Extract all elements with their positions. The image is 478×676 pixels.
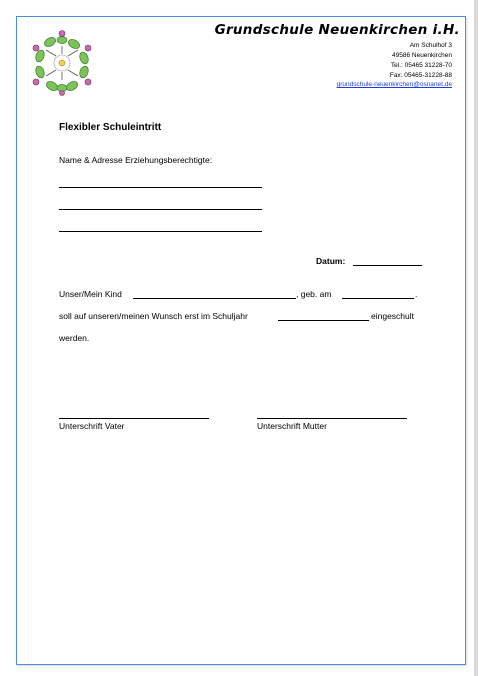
child-name-label: Unser/Mein Kind bbox=[59, 289, 122, 299]
closing-text: werden. bbox=[59, 333, 90, 343]
phone-number: Tel.: 05465 31228-70 bbox=[390, 62, 452, 69]
guardian-label: Name & Adresse Erziehungsberechtigte: bbox=[59, 155, 213, 165]
guardian-line-2[interactable] bbox=[59, 209, 262, 210]
date-line[interactable] bbox=[353, 265, 422, 266]
sentence-period: . bbox=[415, 289, 418, 299]
school-logo-icon bbox=[26, 30, 98, 96]
viewer-edge bbox=[474, 0, 478, 676]
signature-mother-line[interactable] bbox=[257, 418, 407, 419]
child-name-line[interactable] bbox=[133, 298, 296, 299]
school-year-line[interactable] bbox=[278, 320, 369, 321]
signature-father-line[interactable] bbox=[59, 418, 209, 419]
signature-mother-label: Unterschrift Mutter bbox=[257, 421, 327, 431]
form-title: Flexibler Schuleintritt bbox=[59, 122, 162, 133]
enrolled-label: eingeschult bbox=[371, 311, 415, 321]
signature-father-label: Unterschrift Vater bbox=[59, 421, 125, 431]
email-link[interactable]: grundschule-neuenkirchen@osnanet.de bbox=[336, 81, 452, 88]
birthdate-line[interactable] bbox=[342, 298, 414, 299]
guardian-line-3[interactable] bbox=[59, 231, 262, 232]
birthdate-label: , geb. am bbox=[296, 289, 332, 299]
school-name: Grundschule Neuenkirchen i.H. bbox=[214, 22, 460, 38]
date-label: Datum: bbox=[316, 256, 346, 266]
fax-number: Fax: 05465-31228-88 bbox=[389, 72, 452, 79]
guardian-line-1[interactable] bbox=[59, 187, 262, 188]
address-street: Am Schulhof 3 bbox=[409, 42, 452, 49]
school-year-label: soll auf unseren/meinen Wunsch erst im Schuljahr bbox=[59, 311, 248, 321]
address-city: 49586 Neuenkirchen bbox=[392, 52, 452, 59]
